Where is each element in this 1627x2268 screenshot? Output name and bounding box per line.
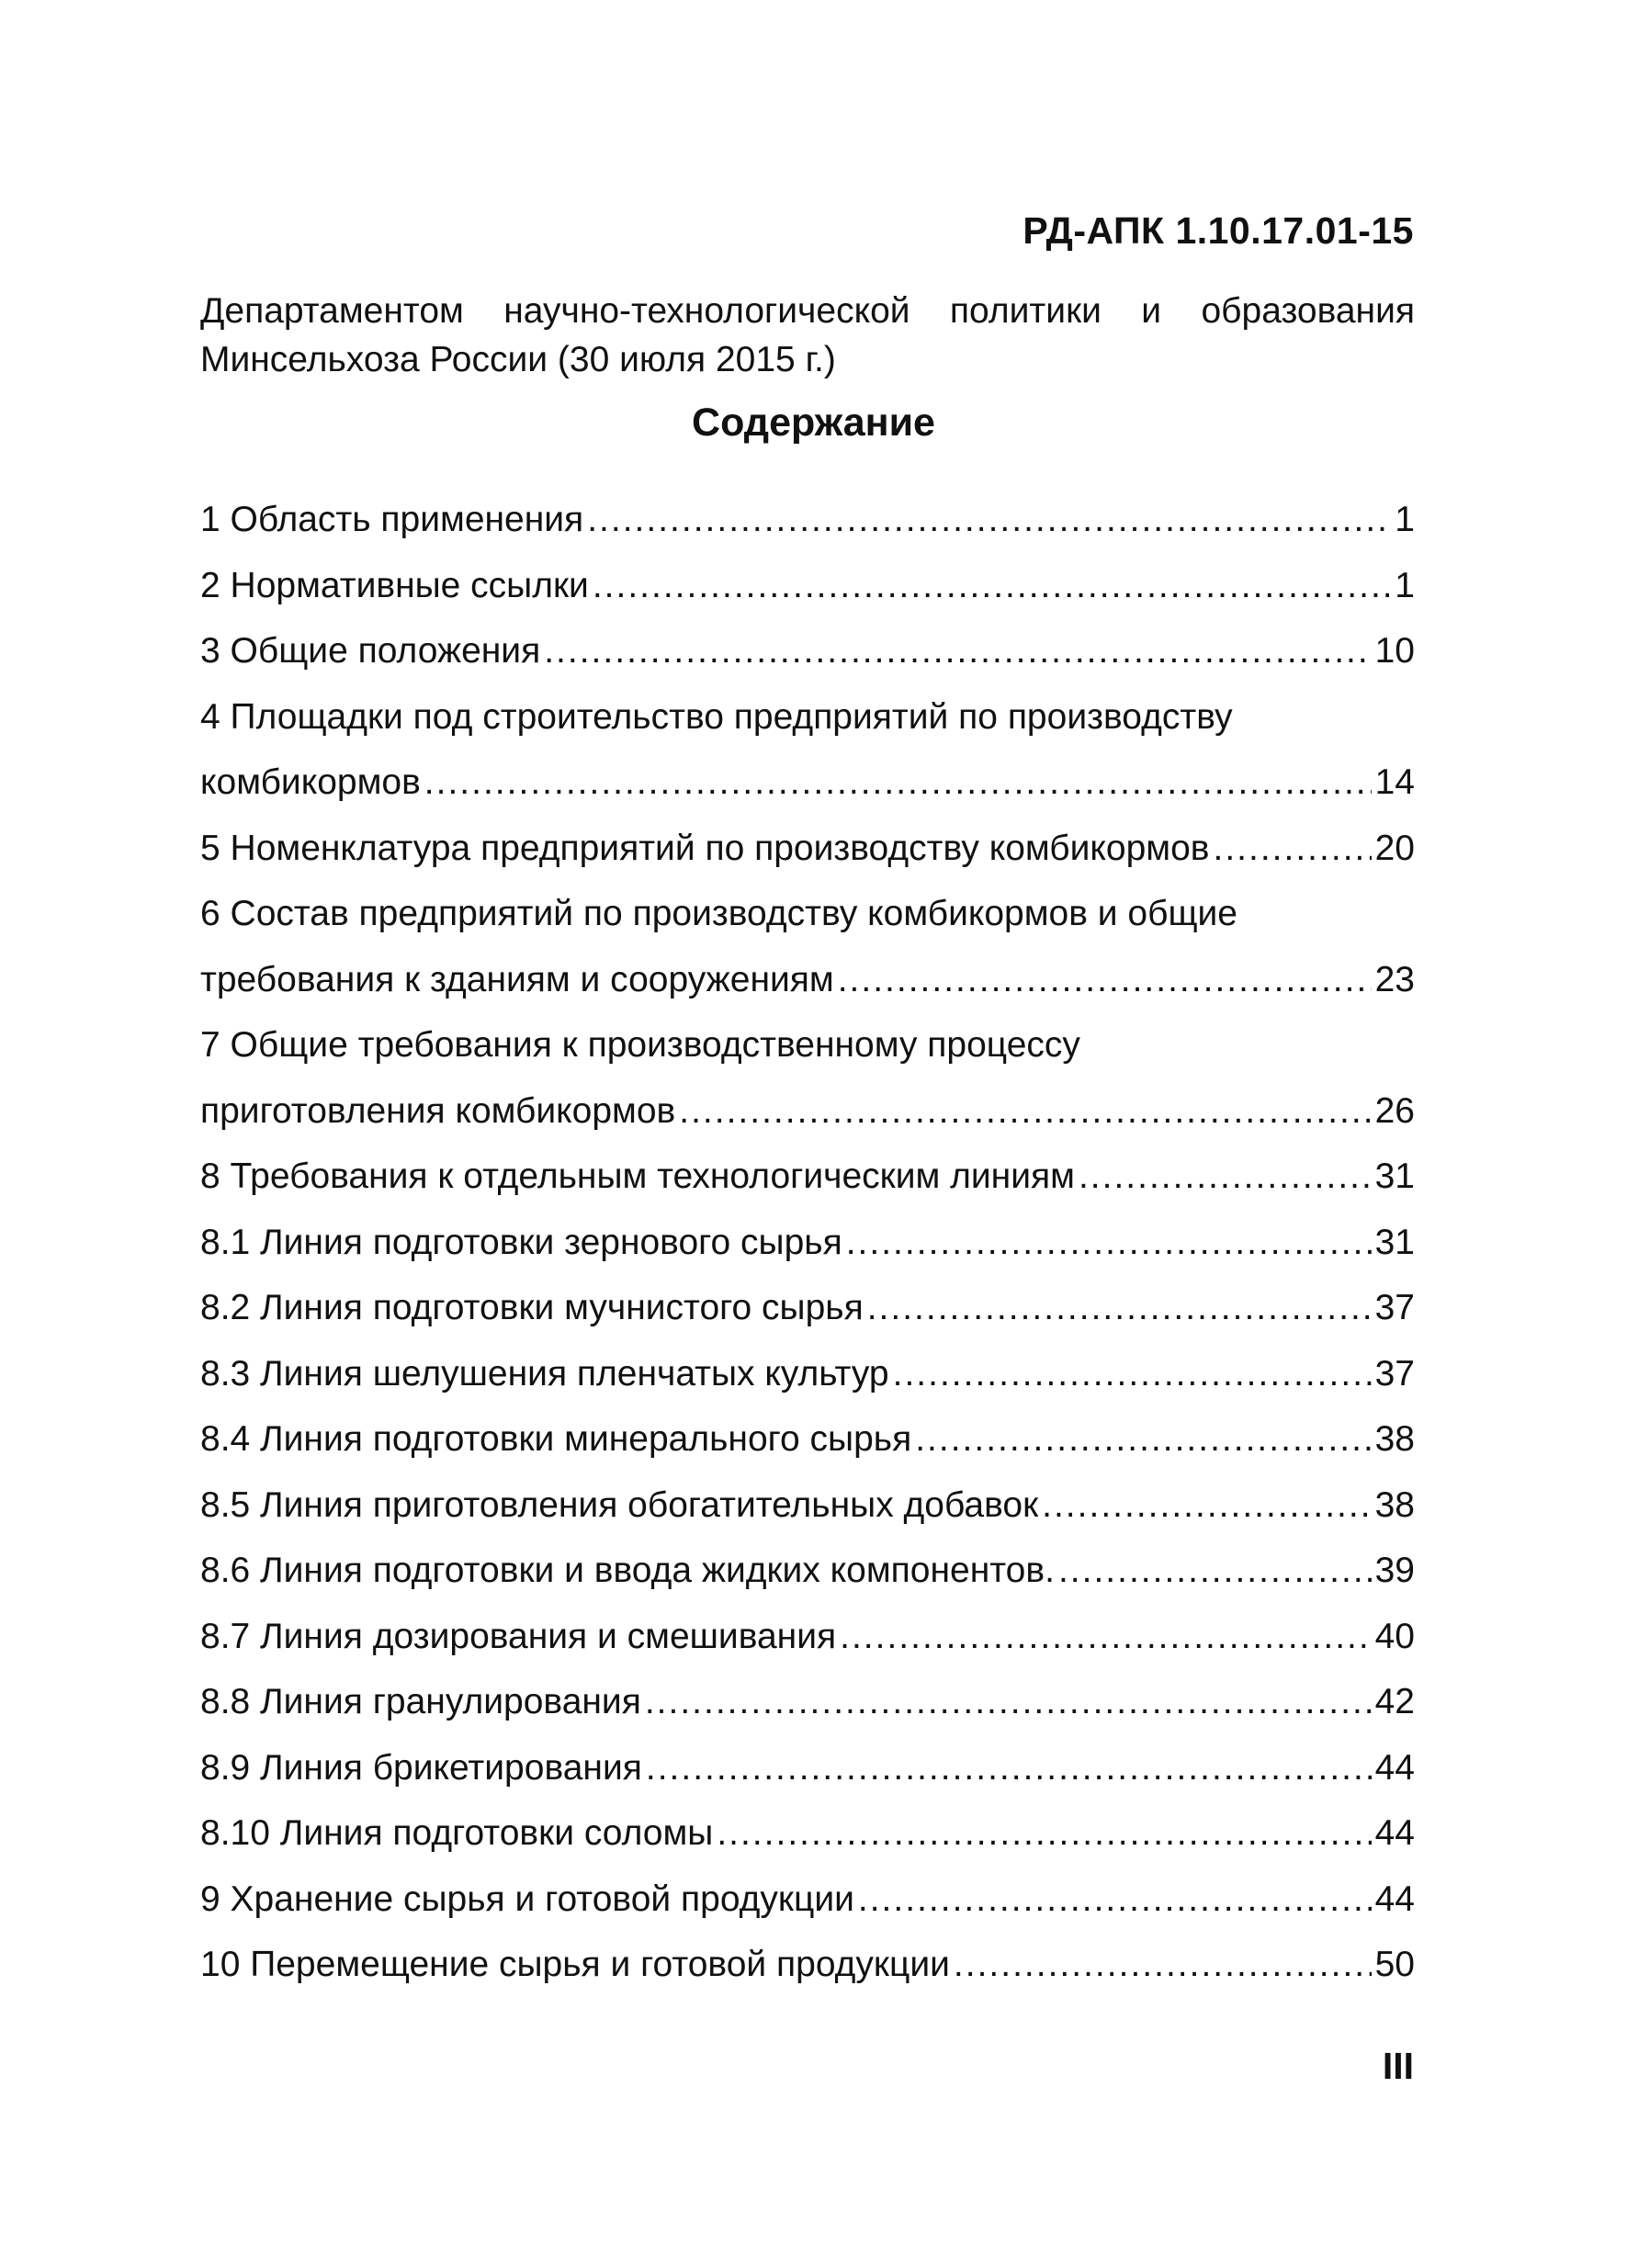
toc-page-number: 31 [1374, 1157, 1415, 1196]
toc-entry[interactable] [200, 1406, 1415, 1473]
toc-leader-dots [717, 1800, 1371, 1867]
toc-page-number: 38 [1374, 1484, 1415, 1525]
toc-page-number: 37 [1374, 1288, 1415, 1327]
toc-page-number: 20 [1374, 828, 1415, 868]
toc-page-number: 37 [1374, 1353, 1415, 1394]
toc-entry-label: 2 Нормативные ссылки [200, 565, 589, 605]
toc-entry[interactable] [200, 1144, 1415, 1210]
toc-entry[interactable] [200, 1735, 1415, 1801]
toc-entry[interactable] [200, 1012, 1415, 1144]
toc-page-number: 44 [1374, 1813, 1415, 1853]
toc-page-number: 39 [1374, 1551, 1415, 1590]
toc-leader-dots [858, 1867, 1372, 1933]
toc-leader-dots [1079, 1144, 1372, 1210]
toc-page-number: 1 [1395, 500, 1415, 539]
toc-page-number: 14 [1374, 762, 1415, 802]
toc-page-number: 50 [1374, 1945, 1415, 1984]
toc-leader-dots [1058, 1538, 1372, 1604]
toc-leader-dots [593, 553, 1391, 619]
toc-leader-dots [867, 1275, 1372, 1341]
toc-entry-label: 8.7 Линия дозирования и смешивания [200, 1616, 837, 1656]
toc-page-number: 23 [1374, 959, 1415, 999]
toc-entry[interactable] [200, 1867, 1415, 1933]
toc-entry-label: комбикормов [200, 762, 421, 802]
toc-entry-label: 8.10 Линия подготовки соломы [200, 1813, 714, 1853]
toc-entry-label: 10 Перемещение сырья и готовой продукции [200, 1945, 950, 1984]
toc-entry[interactable] [200, 1604, 1415, 1670]
toc-entry[interactable] [200, 1538, 1415, 1604]
toc-entry-label: 8.2 Линия подготовки мучнистого сырья [200, 1288, 864, 1327]
toc-entry[interactable] [200, 1275, 1415, 1341]
toc-entry-last-line [200, 947, 1415, 1013]
approval-line-2: Минсельхоза России (30 июля 2015 г.) [200, 340, 836, 379]
toc-page-number: 10 [1374, 631, 1415, 671]
toc-entry-label: требования к зданиям и сооружениям [200, 959, 834, 999]
toc-entry-label: 7 Общие требования к производственному процессу [200, 1025, 1080, 1065]
toc-entry[interactable] [200, 1473, 1415, 1539]
table-of-contents [200, 487, 1415, 1998]
toc-entry-label: 9 Хранение сырья и готовой продукции [200, 1879, 854, 1919]
toc-entry-label: 8.6 Линия подготовки и ввода жидких компонентов. [200, 1551, 1055, 1590]
toc-page-number: 44 [1374, 1879, 1415, 1919]
toc-entry-label: 8.8 Линия гранулирования [200, 1682, 641, 1721]
toc-entry-last-line [200, 750, 1415, 816]
toc-leader-dots [893, 1341, 1372, 1407]
approval-line-1: Департаментом научно-технологической политики и образования [200, 291, 1415, 331]
toc-leader-dots [915, 1406, 1371, 1473]
document-code: РД-АПК 1.10.17.01-15 [1023, 209, 1414, 252]
toc-entry-label: 8 Требования к отдельным технологическим линиям [200, 1157, 1075, 1196]
toc-leader-dots [838, 947, 1372, 1013]
toc-page-number: 31 [1374, 1222, 1415, 1262]
toc-entry[interactable] [200, 553, 1415, 619]
toc-entry-label: 3 Общие положения [200, 631, 541, 671]
toc-entry[interactable] [200, 1210, 1415, 1276]
page-number: III [1382, 2045, 1414, 2087]
toc-entry-label: 8.5 Линия приготовления обогатительных добавок [200, 1484, 1039, 1525]
toc-entry[interactable] [200, 816, 1415, 882]
toc-entry-label: 5 Номенклатура предприятий по производству комбикормов [200, 828, 1210, 868]
toc-title: Содержание [692, 401, 935, 445]
toc-entry-label: 8.4 Линия подготовки минерального сырья [200, 1419, 912, 1459]
toc-leader-dots [544, 618, 1371, 684]
toc-entry[interactable] [200, 1341, 1415, 1407]
toc-leader-dots [846, 1210, 1372, 1276]
toc-entry[interactable] [200, 881, 1415, 1012]
toc-page-number: 40 [1374, 1616, 1415, 1656]
toc-leader-dots [646, 1735, 1372, 1801]
approval-note [200, 287, 1415, 384]
toc-entry-label: 6 Состав предприятий по производству комбикормов и общие [200, 894, 1238, 933]
toc-leader-dots [645, 1669, 1372, 1735]
toc-entry[interactable] [200, 1932, 1415, 1998]
toc-page-number: 44 [1374, 1747, 1415, 1788]
toc-entry-last-line [200, 1078, 1415, 1145]
toc-entry[interactable] [200, 618, 1415, 684]
toc-entry-label: 8.1 Линия подготовки зернового сырья [200, 1222, 842, 1262]
toc-leader-dots [679, 1078, 1371, 1145]
toc-entry-label: 8.3 Линия шелушения пленчатых культур [200, 1353, 889, 1394]
toc-entry-label: 1 Область применения [200, 500, 584, 539]
toc-entry[interactable] [200, 1800, 1415, 1867]
toc-leader-dots [954, 1932, 1372, 1998]
toc-entry[interactable] [200, 684, 1415, 816]
toc-leader-dots [424, 750, 1372, 816]
toc-entry-label: 4 Площадки под строительство предприятий по производству [200, 696, 1233, 737]
toc-page-number: 38 [1374, 1419, 1415, 1459]
toc-page-number: 42 [1374, 1682, 1415, 1721]
toc-page-number: 1 [1395, 565, 1415, 605]
toc-entry[interactable] [200, 1669, 1415, 1735]
toc-leader-dots [587, 487, 1391, 553]
toc-leader-dots [1214, 816, 1372, 882]
toc-entry[interactable] [200, 487, 1415, 553]
toc-entry-label: 8.9 Линия брикетирования [200, 1747, 642, 1788]
toc-entry-label: приготовления комбикормов [200, 1090, 676, 1131]
toc-page-number: 26 [1374, 1090, 1415, 1131]
toc-leader-dots [1042, 1473, 1371, 1539]
toc-leader-dots [840, 1604, 1371, 1670]
